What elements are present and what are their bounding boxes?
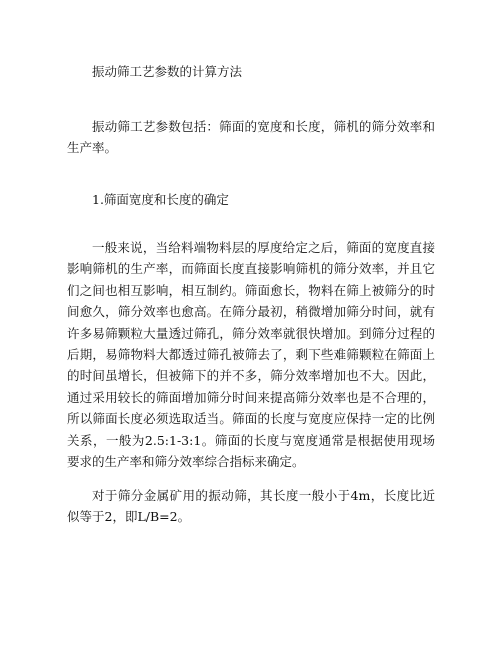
intro-paragraph: 振动筛工艺参数包括：筛面的宽度和长度，筛机的筛分效率和生产率。 [67, 119, 435, 155]
document-title: 振动筛工艺参数的计算方法 [92, 64, 243, 79]
section-heading: 1.筛面宽度和长度的确定 [92, 192, 229, 207]
last-paragraph: 对于筛分金属矿用的振动筛，其长度一般小于4m，长度比近似等于2，即L/B=2。 [67, 488, 435, 524]
body-paragraph: 一般来说，当给料端物料层的厚度给定之后，筛面的宽度直接影响筛机的生产率，而筛面长度直接影响筛机的筛分效率，并且它们之间也相互影响，相互制约。筛面愈长，物料在筛上被筛分的时间愈久，筛分效率也愈高。在筛分最初，稍微增加筛分时间，就有许多易筛颗粒大量透过筛孔，筛分效率就很快增加。到筛分过程的后期，易筛物料大都透过筛孔被筛去了，剩下些难筛颗粒在筛面上的时间虽增长，但被筛下的并不多，筛分效率增加也不大。因此，通过采用较长的筛面增加筛分时间来提高筛分效率也是不合理的，所以筛面长度必须选取适当。筛面的长度与宽度应保持一定的比例关系，一般为2.5:1-3:1。筛面的长度与宽度通常是根据使用现场要求的生产率和筛分效率综合指标来确定。 [67, 240, 435, 470]
